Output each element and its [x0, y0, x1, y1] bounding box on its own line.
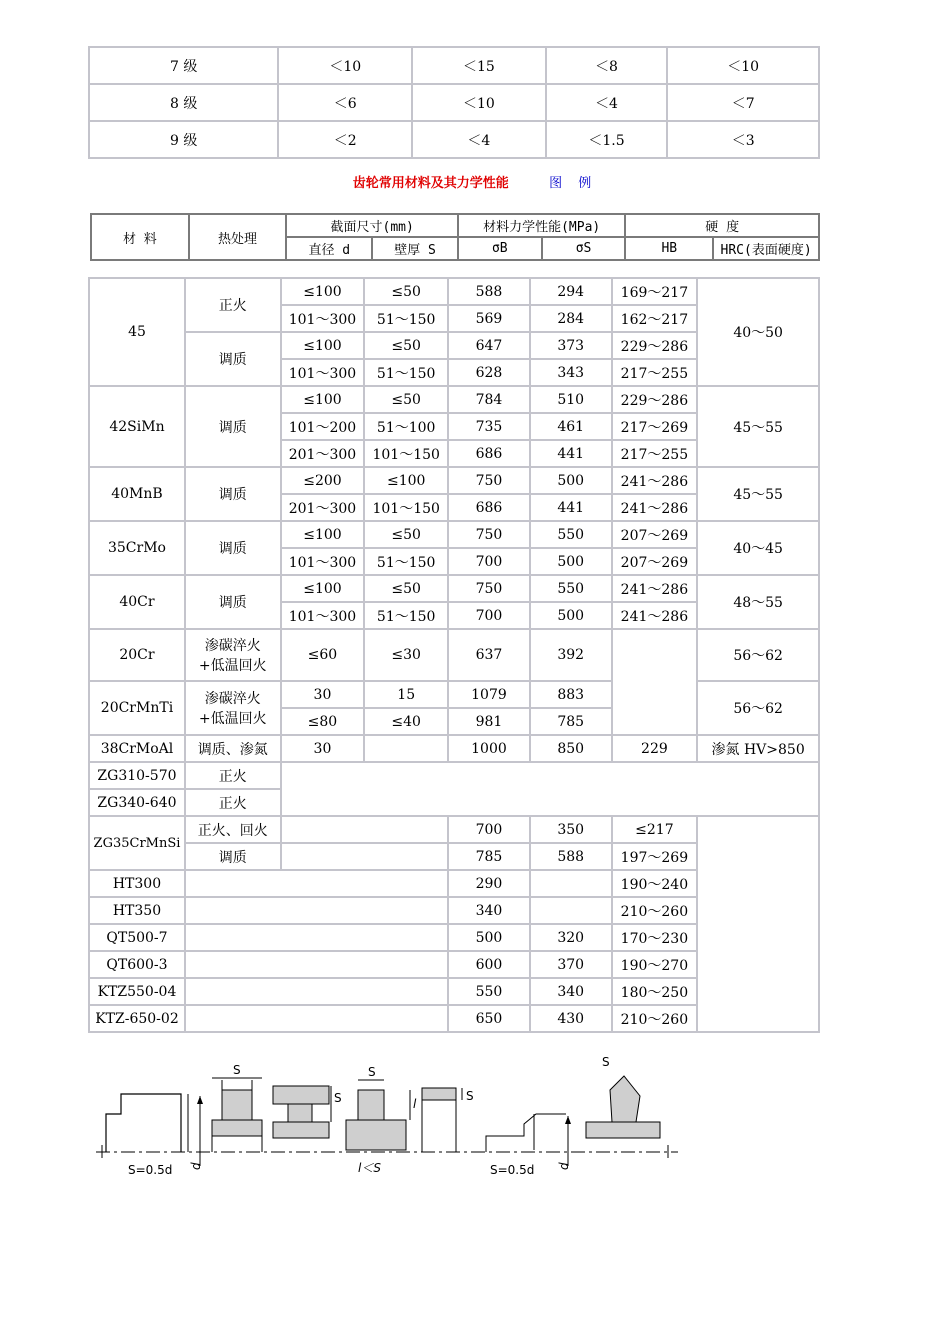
value-cell: ＜4 — [546, 84, 668, 121]
heat-treatment — [185, 681, 281, 735]
caption-title: 齿轮常用材料及其力学性能 — [352, 176, 509, 191]
value-cell: ＜1.5 — [546, 121, 668, 158]
cell: 207～269 — [612, 521, 698, 548]
cell: 210～260 — [612, 1005, 698, 1032]
l-label: l — [413, 1097, 417, 1111]
cell: 588 — [530, 843, 612, 870]
cell: 101～150 — [364, 494, 448, 521]
material-name: QT600-3 — [89, 951, 185, 978]
cell: 30 — [281, 735, 365, 762]
cell: ≤50 — [364, 386, 448, 413]
empty-cell — [185, 951, 448, 978]
material-name: ZG310-570 — [89, 762, 185, 789]
material-name: KTZ-650-02 — [89, 1005, 185, 1032]
cell: 700 — [448, 602, 530, 629]
empty-cell — [612, 629, 698, 735]
tolerance-grade-table — [88, 46, 820, 159]
empty-cell — [281, 843, 449, 870]
cell: 101～300 — [281, 359, 365, 386]
table-row — [89, 575, 819, 602]
cell: ≤100 — [364, 467, 448, 494]
table-row — [89, 467, 819, 494]
material-name: KTZ550-04 — [89, 978, 185, 1005]
blank-angled — [586, 1055, 660, 1138]
table-caption — [0, 172, 950, 191]
s-label: S — [466, 1089, 474, 1103]
material-name: ZG340-640 — [89, 789, 185, 816]
cell: 180～250 — [612, 978, 698, 1005]
cell: 588 — [448, 278, 530, 305]
heat-treatment: 调质 — [185, 386, 281, 467]
empty-cell — [697, 816, 819, 1032]
cell: ≤100 — [281, 278, 365, 305]
cell: 500 — [530, 467, 612, 494]
blank-web — [212, 1063, 262, 1152]
d-label: d — [189, 1162, 203, 1170]
cell: ≤50 — [364, 332, 448, 359]
cell — [530, 870, 612, 897]
hrc-cell: 56～62 — [697, 681, 819, 735]
empty-cell — [185, 870, 448, 897]
cell: 51～150 — [364, 548, 448, 575]
cell: 343 — [530, 359, 612, 386]
cell: ≤100 — [281, 386, 365, 413]
cell: 883 — [530, 681, 612, 708]
cell: 373 — [530, 332, 612, 359]
heat-treatment-line: +低温回火 — [198, 658, 267, 674]
empty-cell — [364, 735, 448, 762]
empty-cell — [281, 762, 819, 816]
grade-cell: 7 级 — [89, 47, 278, 84]
cell: 340 — [530, 978, 612, 1005]
cell: ≤30 — [364, 629, 448, 681]
value-cell: ＜10 — [412, 84, 546, 121]
hrc-cell: 40～50 — [697, 278, 819, 386]
cell: 169～217 — [612, 278, 698, 305]
heat-treatment: 调质 — [185, 843, 281, 870]
cell: 229～286 — [612, 386, 698, 413]
material-name: 45 — [89, 278, 185, 386]
cell: 294 — [530, 278, 612, 305]
cell: 201～300 — [281, 494, 365, 521]
cell: 170～230 — [612, 924, 698, 951]
cell: 750 — [448, 521, 530, 548]
cell: ≤100 — [281, 575, 365, 602]
cell: 217～255 — [612, 359, 698, 386]
cell: 284 — [530, 305, 612, 332]
d-label: d — [557, 1162, 571, 1170]
cell: 600 — [448, 951, 530, 978]
heat-treatment: 正火 — [185, 278, 281, 332]
cell: 700 — [448, 816, 530, 843]
cell: 190～270 — [612, 951, 698, 978]
cell: 241～286 — [612, 575, 698, 602]
cell: ≤100 — [281, 521, 365, 548]
cell: 510 — [530, 386, 612, 413]
cell: 51～150 — [364, 602, 448, 629]
cell: 550 — [530, 575, 612, 602]
material-name: HT300 — [89, 870, 185, 897]
empty-cell — [185, 924, 448, 951]
grade-cell: 8 级 — [89, 84, 278, 121]
cell: ≤100 — [281, 332, 365, 359]
cell: ≤200 — [281, 467, 365, 494]
cell: 229 — [612, 735, 698, 762]
heat-treatment: 调质 — [185, 521, 281, 575]
table-row — [89, 47, 819, 84]
material-name: 38CrMoAl — [89, 735, 185, 762]
table-row — [89, 278, 819, 305]
cell: ≤60 — [281, 629, 365, 681]
cell: 207～269 — [612, 548, 698, 575]
value-cell: ＜8 — [546, 47, 668, 84]
material-name: 35CrMo — [89, 521, 185, 575]
material-name: 40Cr — [89, 575, 185, 629]
cell: 700 — [448, 548, 530, 575]
label-l-lt-s: l＜S — [358, 1161, 381, 1175]
cell: 350 — [530, 816, 612, 843]
table-row — [89, 762, 819, 789]
table-row — [89, 121, 819, 158]
cell: 370 — [530, 951, 612, 978]
cell: 430 — [530, 1005, 612, 1032]
cell: 201～300 — [281, 440, 365, 467]
cell: ≤50 — [364, 278, 448, 305]
s-label: S — [334, 1091, 342, 1105]
hrc-cell: 渗氮 HV>850 — [697, 735, 819, 762]
value-cell: ＜3 — [667, 121, 819, 158]
header-sigma-s: σS — [542, 237, 626, 260]
gear-blank-diagram — [88, 1050, 688, 1180]
cell: 101～300 — [281, 305, 365, 332]
header-mechanical: 材料力学性能(MPa) — [458, 214, 626, 237]
material-name: ZG35CrMnSi — [89, 816, 185, 870]
cell: 197～269 — [612, 843, 698, 870]
value-cell: ＜4 — [412, 121, 546, 158]
heat-treatment — [185, 629, 281, 681]
table-row — [89, 681, 819, 708]
cell: 647 — [448, 332, 530, 359]
cell: 320 — [530, 924, 612, 951]
cell: 569 — [448, 305, 530, 332]
table-row — [89, 84, 819, 121]
value-cell: ＜10 — [667, 47, 819, 84]
cell: ≤50 — [364, 575, 448, 602]
material-name: 20CrMnTi — [89, 681, 185, 735]
materials-table — [88, 277, 820, 1033]
table-row — [89, 629, 819, 681]
table-row — [89, 386, 819, 413]
materials-header-table — [90, 213, 820, 261]
heat-treatment: 正火 — [185, 789, 281, 816]
cell: 30 — [281, 681, 365, 708]
cell: 15 — [364, 681, 448, 708]
cell: 190～240 — [612, 870, 698, 897]
cell: 340 — [448, 897, 530, 924]
cell: 392 — [530, 629, 612, 681]
cell: 1079 — [448, 681, 530, 708]
cell: 229～286 — [612, 332, 698, 359]
cell: 785 — [448, 843, 530, 870]
cell — [530, 897, 612, 924]
cell: 500 — [530, 602, 612, 629]
header-sigma-b: σB — [458, 237, 542, 260]
s-label: S — [368, 1065, 376, 1079]
hrc-cell: 56～62 — [697, 629, 819, 681]
table-row — [89, 816, 819, 843]
header-hb: HB — [625, 237, 713, 260]
header-section-size: 截面尺寸(mm) — [286, 214, 458, 237]
cell: 162～217 — [612, 305, 698, 332]
hrc-cell: 40～45 — [697, 521, 819, 575]
heat-treatment-line: +低温回火 — [198, 711, 267, 727]
cell: 241～286 — [612, 494, 698, 521]
value-cell: ＜7 — [667, 84, 819, 121]
cell: 750 — [448, 467, 530, 494]
cell: ≤40 — [364, 708, 448, 735]
material-name: HT350 — [89, 897, 185, 924]
s-label: S — [602, 1055, 610, 1069]
grade-cell: 9 级 — [89, 121, 278, 158]
heat-treatment: 调质 — [185, 467, 281, 521]
cell: 217～269 — [612, 413, 698, 440]
cell: 637 — [448, 629, 530, 681]
label-s-05d-1: S=0.5d — [128, 1163, 173, 1177]
legend-link[interactable]: 图 例 — [549, 176, 598, 191]
cell: 784 — [448, 386, 530, 413]
header-heat-treatment: 热处理 — [189, 214, 287, 260]
cell: 550 — [448, 978, 530, 1005]
header-hrc: HRC(表面硬度) — [713, 237, 819, 260]
heat-treatment-line: 渗碳淬火 — [204, 691, 261, 707]
cell: 101～300 — [281, 548, 365, 575]
header-material: 材 料 — [91, 214, 189, 260]
empty-cell — [281, 816, 449, 843]
value-cell: ＜6 — [278, 84, 412, 121]
s-label: S — [233, 1063, 241, 1077]
cell: 850 — [530, 735, 612, 762]
cell: 101～300 — [281, 602, 365, 629]
cell: 500 — [530, 548, 612, 575]
cell: 241～286 — [612, 602, 698, 629]
header-diameter: 直径 d — [286, 237, 372, 260]
cell: 51～100 — [364, 413, 448, 440]
cell: ≤217 — [612, 816, 698, 843]
material-name: 20Cr — [89, 629, 185, 681]
heat-treatment: 调质 — [185, 332, 281, 386]
cell: 500 — [448, 924, 530, 951]
cell: 217～255 — [612, 440, 698, 467]
cell: 750 — [448, 575, 530, 602]
blank-thin — [422, 1088, 474, 1152]
value-cell: ＜2 — [278, 121, 412, 158]
cell: 101～200 — [281, 413, 365, 440]
cell: 210～260 — [612, 897, 698, 924]
cell: 650 — [448, 1005, 530, 1032]
empty-cell — [185, 897, 448, 924]
cell: 628 — [448, 359, 530, 386]
material-name: 42SiMn — [89, 386, 185, 467]
material-name: QT500-7 — [89, 924, 185, 951]
cell: 981 — [448, 708, 530, 735]
cell: 290 — [448, 870, 530, 897]
cell: 785 — [530, 708, 612, 735]
heat-treatment: 正火 — [185, 762, 281, 789]
hrc-cell: 45～55 — [697, 467, 819, 521]
header-wall: 壁厚 S — [372, 237, 458, 260]
cell: 686 — [448, 494, 530, 521]
blank-l-lt-s — [346, 1065, 417, 1175]
hrc-cell: 48～55 — [697, 575, 819, 629]
blank-step — [486, 1114, 571, 1177]
cell: 101～150 — [364, 440, 448, 467]
material-name: 40MnB — [89, 467, 185, 521]
cell: ≤80 — [281, 708, 365, 735]
cell: 441 — [530, 440, 612, 467]
cell: 735 — [448, 413, 530, 440]
heat-treatment: 正火、回火 — [185, 816, 281, 843]
cell: 51～150 — [364, 305, 448, 332]
cell: 51～150 — [364, 359, 448, 386]
blank-flange — [273, 1086, 342, 1138]
cell: ≤50 — [364, 521, 448, 548]
empty-cell — [185, 978, 448, 1005]
table-row — [89, 735, 819, 762]
value-cell: ＜10 — [278, 47, 412, 84]
heat-treatment: 调质、渗氮 — [185, 735, 281, 762]
table-row — [89, 521, 819, 548]
cell: 550 — [530, 521, 612, 548]
cell: 1000 — [448, 735, 530, 762]
label-s-05d-2: S=0.5d — [490, 1163, 535, 1177]
header-hardness: 硬 度 — [625, 214, 819, 237]
empty-cell — [185, 1005, 448, 1032]
hrc-cell: 45～55 — [697, 386, 819, 467]
blank-plain — [106, 1094, 203, 1177]
cell: 241～286 — [612, 467, 698, 494]
heat-treatment-line: 渗碳淬火 — [204, 638, 261, 654]
cell: 686 — [448, 440, 530, 467]
cell: 461 — [530, 413, 612, 440]
cell: 441 — [530, 494, 612, 521]
heat-treatment: 调质 — [185, 575, 281, 629]
value-cell: ＜15 — [412, 47, 546, 84]
